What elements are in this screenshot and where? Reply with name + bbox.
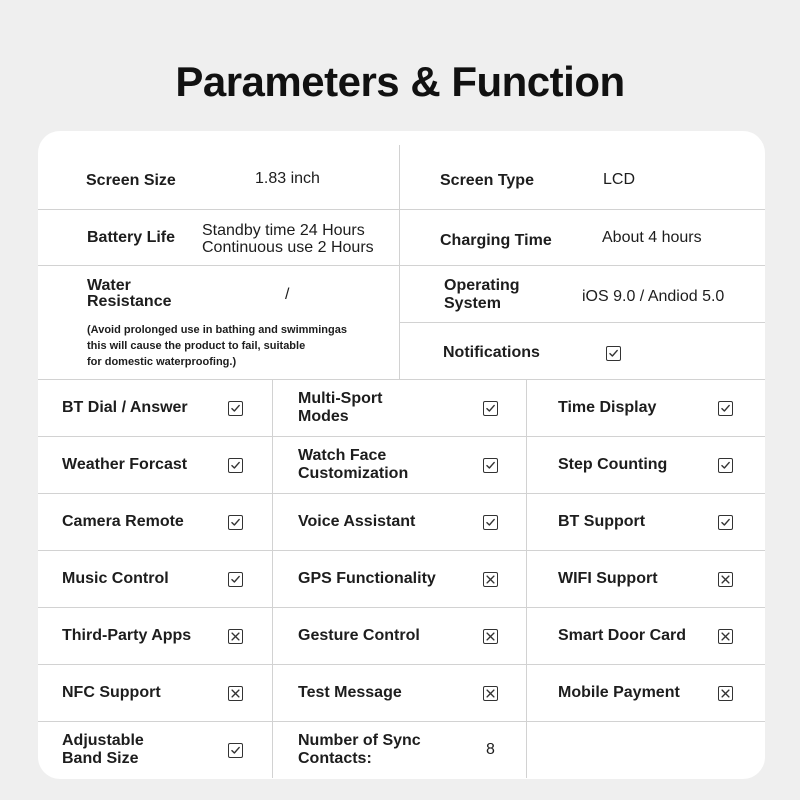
- divider: [38, 607, 765, 608]
- feature-label-number-of-sync-contacts: Number of Sync: [298, 731, 421, 749]
- feature-cross-icon: [483, 629, 498, 644]
- operating-system-value: iOS 9.0 / Andiod 5.0: [582, 288, 725, 305]
- feature-label-weather-forcast: Weather Forcast: [62, 455, 188, 473]
- feature-value-number-of-sync-contacts: 8: [486, 740, 495, 758]
- operating-system-label-line2: System: [444, 295, 501, 312]
- feature-check-icon: [228, 743, 243, 758]
- screen-type-label: Screen Type: [440, 172, 534, 189]
- page-title: Parameters & Function: [175, 58, 625, 105]
- feature-label-adjustable-band-size-line2: Band Size: [62, 749, 139, 767]
- feature-label-wifi-support: WIFI Support: [558, 569, 658, 587]
- charging-time-value: About 4 hours: [602, 229, 702, 246]
- notifications-check-icon: [606, 346, 621, 361]
- feature-cross-icon: [483, 572, 498, 587]
- divider: [526, 379, 527, 778]
- parameters-card: [38, 131, 765, 779]
- divider: [38, 436, 765, 437]
- feature-label-test-message: Test Message: [298, 683, 402, 701]
- operating-system-label: Operating: [444, 277, 520, 294]
- divider: [38, 209, 765, 210]
- feature-check-icon: [228, 515, 243, 530]
- divider: [38, 379, 765, 380]
- water-resistance-note-line2: this will cause the product to fail, suitable: [87, 340, 306, 352]
- feature-label-step-counting: Step Counting: [558, 455, 668, 473]
- feature-label-gps-functionality: GPS Functionality: [298, 569, 436, 587]
- feature-cross-icon: [718, 629, 733, 644]
- feature-label-smart-door-card: Smart Door Card: [558, 626, 687, 644]
- feature-check-icon: [718, 458, 733, 473]
- feature-cross-icon: [718, 686, 733, 701]
- feature-label-nfc-support: NFC Support: [62, 683, 161, 701]
- water-resistance-value: /: [285, 286, 290, 303]
- water-resistance-label: Water: [87, 277, 131, 294]
- divider: [400, 322, 765, 323]
- battery-life-label: Battery Life: [87, 229, 176, 246]
- divider: [38, 265, 765, 266]
- notifications-label: Notifications: [443, 344, 540, 361]
- feature-check-icon: [718, 515, 733, 530]
- feature-label-bt-dial-answer: BT Dial / Answer: [62, 398, 188, 416]
- water-resistance-label-line2: Resistance: [87, 293, 172, 310]
- feature-check-icon: [228, 401, 243, 416]
- feature-label-number-of-sync-contacts-line2: Contacts:: [298, 749, 372, 767]
- feature-label-watch-face-customization-line2: Customization: [298, 464, 409, 482]
- feature-cross-icon: [718, 572, 733, 587]
- divider: [399, 145, 400, 379]
- feature-cross-icon: [483, 686, 498, 701]
- divider: [38, 664, 765, 665]
- feature-label-third-party-apps: Third-Party Apps: [62, 626, 192, 644]
- battery-life-value-continuous: Continuous use 2 Hours: [202, 239, 374, 256]
- feature-check-icon: [228, 572, 243, 587]
- feature-cross-icon: [228, 686, 243, 701]
- battery-life-value-standby: Standby time 24 Hours: [202, 222, 365, 239]
- feature-label-multi-sport-modes-line2: Modes: [298, 407, 349, 425]
- feature-check-icon: [483, 401, 498, 416]
- feature-label-mobile-payment: Mobile Payment: [558, 683, 680, 701]
- feature-label-adjustable-band-size: Adjustable: [62, 731, 144, 749]
- feature-check-icon: [483, 458, 498, 473]
- feature-label-time-display: Time Display: [558, 398, 657, 416]
- screen-size-label: Screen Size: [86, 172, 176, 189]
- screen-type-value: LCD: [603, 171, 636, 188]
- feature-check-icon: [483, 515, 498, 530]
- charging-time-label: Charging Time: [440, 232, 552, 249]
- feature-cross-icon: [228, 629, 243, 644]
- feature-check-icon: [228, 458, 243, 473]
- feature-label-camera-remote: Camera Remote: [62, 512, 184, 530]
- feature-label-bt-support: BT Support: [558, 512, 646, 530]
- feature-label-watch-face-customization: Watch Face: [298, 446, 387, 464]
- divider: [38, 550, 765, 551]
- screen-size-value: 1.83 inch: [255, 170, 320, 187]
- divider: [272, 379, 273, 778]
- feature-label-music-control: Music Control: [62, 569, 169, 587]
- water-resistance-note: (Avoid prolonged use in bathing and swimmingas: [87, 324, 347, 336]
- divider: [38, 721, 765, 722]
- feature-label-multi-sport-modes: Multi-Sport: [298, 389, 383, 407]
- feature-label-gesture-control: Gesture Control: [298, 626, 420, 644]
- divider: [38, 493, 765, 494]
- water-resistance-note-line3: for domestic waterproofing.): [87, 356, 237, 368]
- feature-label-voice-assistant: Voice Assistant: [298, 512, 416, 530]
- feature-check-icon: [718, 401, 733, 416]
